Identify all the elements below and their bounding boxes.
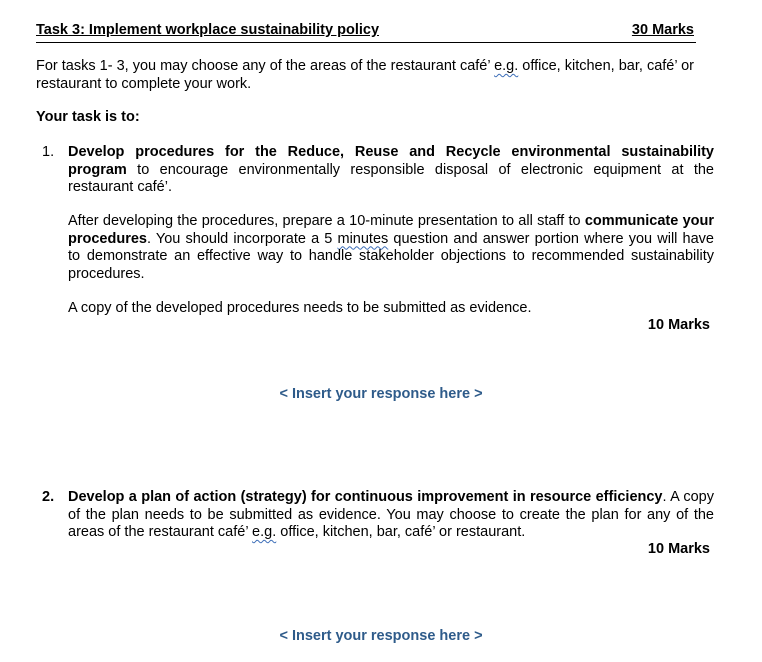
item-1-p2-spellcheck: minutes bbox=[337, 230, 389, 247]
item-2-number: 2. bbox=[42, 489, 55, 505]
item-1-heading-rest: to encourage environmentally responsible disposal of electronic equipment at the restaurant café’. bbox=[68, 161, 714, 195]
intro-paragraph bbox=[36, 58, 716, 93]
item-2-response-placeholder[interactable]: < Insert your response here > bbox=[279, 628, 483, 644]
item-2-heading: Develop a plan of action (strategy) for continuous improvement in resource efficiency bbox=[68, 489, 663, 505]
item-2-eg-spellcheck: e.g. bbox=[252, 524, 277, 540]
item-1-evidence-text: A copy of the developed procedures needs to be submitted as evidence. bbox=[68, 300, 532, 316]
intro-text-part1: For tasks 1- 3, you may choose any of the areas of the restaurant café’ bbox=[36, 58, 495, 74]
task-header bbox=[36, 22, 696, 43]
item-2-rest-b: office, kitchen, bar, café’ or restaurant. bbox=[276, 524, 526, 540]
item-1-response-placeholder[interactable]: < Insert your response here > bbox=[279, 386, 483, 402]
item-1-number: 1. bbox=[42, 144, 55, 160]
task-title: Task 3: Implement workplace sustainability policy bbox=[36, 22, 380, 38]
item-2-marks: 10 Marks bbox=[647, 541, 710, 557]
intro-text-part2: office, kitchen, bar, café’ or restaurant to complete your work. bbox=[36, 58, 694, 92]
task-total-marks: 30 Marks bbox=[631, 22, 694, 38]
item-1-heading: Develop procedures for the Reduce, Reuse and Recycle environmental sustainability program bbox=[68, 144, 714, 178]
item-1-paragraph bbox=[68, 144, 714, 197]
your-task-heading: Your task is to: bbox=[36, 109, 140, 125]
item-2-rest-a: . A copy of the plan needs to be submitted as evidence. You may choose to create the plan for any of the areas of the restaurant café’ bbox=[68, 489, 714, 540]
item-1-marks: 10 Marks bbox=[647, 317, 710, 333]
item-1-p2-c: question and answer portion where you will have to demonstrate an effective way to handle stakeholder objections to recommended sustainability procedures. bbox=[68, 230, 714, 282]
intro-eg-spellcheck: e.g. bbox=[494, 58, 519, 74]
item-1-p2-b: . You should incorporate a 5 bbox=[146, 230, 338, 247]
item-1-presentation-paragraph bbox=[68, 213, 714, 283]
item-1-p2-a: After developing the procedures, prepare a 10-minute presentation to all staff to bbox=[68, 213, 585, 229]
item-1-p2-bold: communicate your procedures bbox=[68, 213, 715, 247]
item-2-paragraph bbox=[68, 489, 714, 542]
